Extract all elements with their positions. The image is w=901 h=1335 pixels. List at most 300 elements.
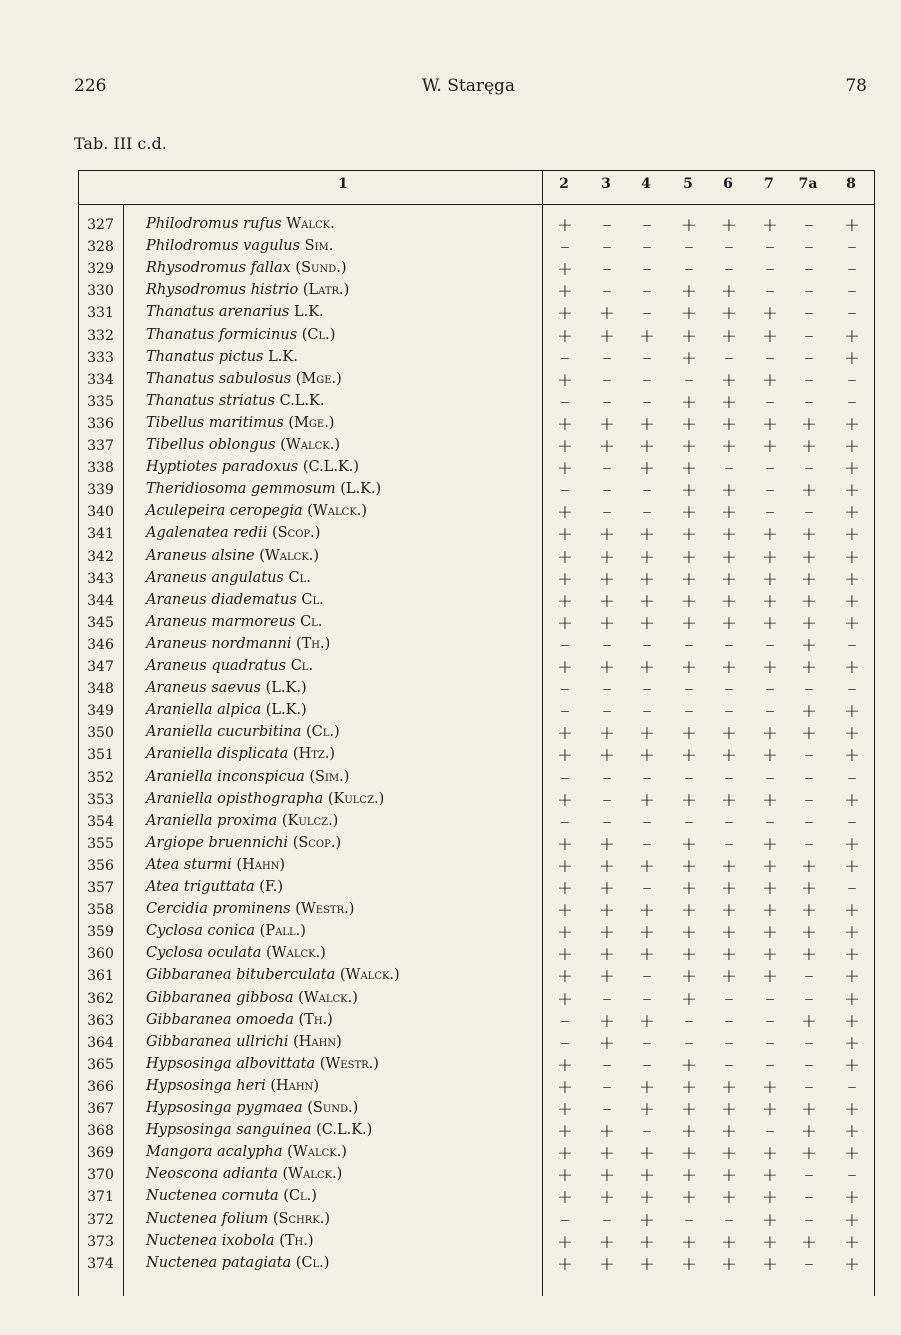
presence-mark: +: [721, 1230, 737, 1253]
table-row: [78, 391, 875, 413]
presence-mark: –: [847, 368, 857, 391]
presence-mark: +: [681, 1142, 697, 1165]
row-number: 330: [87, 283, 114, 300]
presence-mark: –: [765, 280, 775, 303]
species-cell: [146, 813, 338, 829]
table-row: [78, 214, 875, 236]
species-name: Nuctenea cornuta: [146, 1188, 279, 1205]
presence-mark: +: [639, 899, 655, 922]
species-author: (Htz.): [292, 746, 336, 763]
presence-mark: +: [762, 1230, 778, 1253]
species-cell: [146, 548, 319, 564]
row-number: 346: [87, 636, 114, 653]
presence-mark: +: [557, 589, 573, 612]
species-cell: [146, 481, 381, 497]
presence-mark: +: [557, 368, 573, 391]
presence-mark: +: [639, 722, 655, 745]
presence-mark: –: [847, 236, 857, 259]
presence-mark: –: [804, 1053, 814, 1076]
species-name: Hypsosinga heri: [146, 1077, 266, 1094]
presence-mark: –: [847, 877, 857, 899]
presence-mark: +: [844, 921, 860, 944]
row-number: 354: [87, 813, 114, 830]
species-cell: [146, 525, 320, 541]
presence-mark: –: [642, 302, 652, 325]
species-name: Atea triguttata: [146, 879, 255, 895]
presence-mark: +: [844, 1053, 860, 1076]
species-name: Araneus nordmanni: [146, 635, 292, 652]
presence-mark: –: [642, 1120, 652, 1143]
species-author: (Th.): [279, 1232, 314, 1249]
presence-mark: +: [762, 611, 778, 634]
presence-mark: –: [765, 457, 775, 480]
presence-mark: +: [599, 1230, 615, 1253]
table-row: [78, 1142, 875, 1164]
presence-mark: +: [599, 1031, 615, 1054]
presence-mark: –: [642, 832, 652, 855]
species-name: Gibbaranea bituberculata: [146, 967, 336, 984]
species-name: Thanatus arenarius: [146, 304, 290, 321]
presence-mark: –: [765, 700, 775, 723]
presence-mark: +: [557, 302, 573, 325]
species-cell: [146, 857, 285, 873]
presence-mark: –: [724, 258, 734, 281]
presence-mark: +: [557, 788, 573, 811]
presence-mark: +: [762, 1252, 778, 1275]
presence-mark: +: [721, 1142, 737, 1165]
presence-mark: +: [557, 258, 573, 281]
presence-mark: +: [599, 899, 615, 922]
presence-mark: –: [804, 1031, 814, 1054]
presence-mark: +: [557, 435, 573, 457]
table-row: [78, 325, 875, 347]
species-cell: [146, 990, 358, 1006]
presence-mark: –: [765, 390, 775, 413]
presence-mark: +: [844, 479, 860, 502]
table-row: [78, 236, 875, 258]
presence-mark: +: [844, 435, 860, 457]
presence-mark: +: [721, 788, 737, 811]
presence-mark: +: [639, 1098, 655, 1120]
presence-mark: +: [639, 854, 655, 877]
species-author: (C.L.K.): [316, 1122, 373, 1139]
species-author: (Kulcz.): [281, 812, 339, 829]
presence-mark: –: [804, 1075, 814, 1098]
presence-mark: +: [681, 1120, 697, 1143]
column-header: 8: [846, 176, 856, 192]
table-row: [78, 1054, 875, 1076]
presence-mark: –: [684, 810, 694, 833]
presence-mark: +: [639, 744, 655, 767]
presence-mark: +: [681, 1098, 697, 1120]
presence-mark: –: [642, 766, 652, 789]
row-number: 372: [87, 1211, 114, 1228]
presence-mark: –: [560, 678, 570, 701]
presence-mark: –: [642, 987, 652, 1010]
presence-mark: +: [599, 921, 615, 944]
presence-mark: +: [599, 324, 615, 347]
presence-mark: –: [724, 987, 734, 1010]
species-name: Tibellus oblongus: [146, 437, 276, 453]
species-author: (Walck.): [259, 547, 320, 564]
row-number: 333: [87, 349, 114, 366]
presence-mark: +: [801, 1009, 817, 1032]
table-row: [78, 546, 875, 568]
presence-mark: +: [721, 965, 737, 988]
species-cell: [146, 238, 333, 254]
presence-mark: +: [681, 744, 697, 767]
presence-mark: –: [765, 1053, 775, 1076]
species-cell: [146, 680, 307, 696]
table-row: [78, 435, 875, 457]
presence-mark: +: [599, 1164, 615, 1187]
species-author: (Walck.): [339, 967, 400, 984]
presence-mark: –: [602, 1208, 612, 1231]
row-number: 366: [87, 1078, 114, 1095]
presence-mark: +: [721, 523, 737, 546]
presence-mark: –: [642, 214, 652, 236]
presence-mark: +: [599, 302, 615, 325]
presence-mark: –: [804, 766, 814, 789]
presence-mark: –: [724, 832, 734, 855]
presence-mark: –: [602, 1075, 612, 1098]
presence-mark: –: [724, 766, 734, 789]
species-name: Hyptiotes paradoxus: [146, 459, 299, 476]
presence-mark: +: [599, 1252, 615, 1275]
presence-mark: +: [681, 324, 697, 347]
table-row: [78, 722, 875, 744]
species-name: Hypsosinga sanguinea: [146, 1122, 312, 1139]
presence-mark: –: [642, 633, 652, 656]
presence-mark: –: [684, 633, 694, 656]
species-author: (Kulcz.): [327, 790, 385, 807]
species-author: (Walck.): [307, 503, 368, 520]
presence-mark: –: [724, 700, 734, 723]
table-row: [78, 921, 875, 943]
row-number: 355: [87, 835, 114, 852]
presence-mark: –: [847, 302, 857, 325]
presence-mark: –: [602, 346, 612, 369]
presence-mark: +: [557, 567, 573, 590]
page-header: [0, 76, 901, 100]
table-row: [78, 568, 875, 590]
presence-mark: –: [804, 987, 814, 1010]
table-row: [78, 590, 875, 612]
species-name: Philodromus vagulus: [146, 238, 301, 255]
presence-mark: +: [599, 435, 615, 457]
presence-mark: +: [801, 854, 817, 877]
presence-mark: +: [599, 545, 615, 568]
column-header: 3: [601, 176, 611, 192]
table-row: [78, 965, 875, 987]
presence-mark: +: [681, 921, 697, 944]
presence-mark: –: [804, 280, 814, 303]
row-number: 361: [87, 968, 114, 985]
presence-mark: +: [681, 987, 697, 1010]
species-name: Nuctenea patagiata: [146, 1254, 292, 1271]
presence-mark: +: [599, 744, 615, 767]
presence-mark: +: [639, 1009, 655, 1032]
presence-mark: +: [681, 390, 697, 413]
species-author: (L.K.): [265, 702, 307, 719]
table-row: [78, 943, 875, 965]
species-cell: [146, 1034, 342, 1050]
species-cell: [146, 835, 341, 851]
table-row: [78, 302, 875, 324]
species-name: Araneus saevus: [146, 680, 261, 697]
page-number: 226: [74, 76, 107, 96]
column-header: 5: [683, 176, 693, 192]
presence-mark: –: [765, 1009, 775, 1032]
presence-mark: –: [765, 1031, 775, 1054]
presence-mark: +: [721, 744, 737, 767]
presence-mark: +: [844, 545, 860, 568]
author-name: W. Staręga: [421, 76, 516, 96]
presence-mark: +: [762, 435, 778, 457]
presence-mark: +: [801, 722, 817, 745]
presence-mark: +: [762, 1098, 778, 1120]
table-row: [78, 501, 875, 523]
presence-mark: –: [642, 700, 652, 723]
presence-mark: +: [801, 633, 817, 656]
species-cell: [146, 1188, 317, 1204]
presence-mark: +: [599, 412, 615, 435]
presence-mark: +: [762, 921, 778, 944]
table-row: [78, 612, 875, 634]
presence-mark: +: [762, 214, 778, 236]
presence-mark: +: [801, 479, 817, 502]
presence-mark: +: [762, 899, 778, 922]
species-name: Hypsosinga pygmaea: [146, 1100, 303, 1116]
presence-mark: +: [762, 324, 778, 347]
species-author: Cl.: [288, 569, 311, 586]
table-row: [78, 1098, 875, 1120]
species-cell: [146, 327, 335, 343]
presence-mark: +: [681, 788, 697, 811]
presence-mark: +: [762, 1208, 778, 1231]
row-number: 359: [87, 924, 114, 941]
species-name: Thanatus formicinus: [146, 326, 298, 343]
column-header: 6: [723, 176, 733, 192]
species-cell: [146, 592, 324, 608]
presence-mark: –: [602, 258, 612, 281]
presence-mark: +: [721, 1098, 737, 1120]
presence-mark: –: [724, 236, 734, 259]
presence-mark: +: [762, 1186, 778, 1209]
presence-mark: +: [681, 1252, 697, 1275]
presence-mark: +: [844, 501, 860, 524]
presence-mark: –: [602, 987, 612, 1010]
presence-mark: +: [639, 1075, 655, 1098]
presence-mark: –: [560, 700, 570, 723]
species-name: Neoscona adianta: [146, 1166, 278, 1183]
presence-mark: +: [639, 656, 655, 678]
presence-mark: +: [762, 1142, 778, 1165]
presence-mark: –: [684, 236, 694, 259]
species-name: Philodromus rufus: [146, 216, 282, 232]
row-number: 371: [87, 1189, 114, 1206]
species-cell: [146, 945, 326, 961]
species-cell: [146, 1233, 314, 1249]
presence-mark: –: [602, 766, 612, 789]
presence-mark: +: [801, 921, 817, 944]
species-author: (Pall.): [259, 923, 306, 940]
presence-mark: +: [557, 1164, 573, 1187]
presence-mark: +: [721, 943, 737, 966]
presence-mark: +: [721, 324, 737, 347]
species-cell: [146, 1166, 342, 1182]
species-author: (Mge.): [288, 414, 335, 431]
presence-mark: +: [639, 1186, 655, 1209]
presence-mark: +: [844, 324, 860, 347]
presence-mark: +: [801, 899, 817, 922]
presence-mark: +: [557, 832, 573, 855]
presence-mark: +: [599, 523, 615, 546]
row-number: 344: [87, 592, 114, 609]
row-number: 370: [87, 1167, 114, 1184]
species-author: (Cl.): [301, 326, 336, 343]
species-cell: [146, 879, 283, 895]
presence-mark: –: [642, 479, 652, 502]
species-author: (Latr.): [302, 282, 350, 299]
presence-mark: +: [681, 722, 697, 745]
presence-mark: –: [724, 1031, 734, 1054]
presence-mark: +: [801, 943, 817, 966]
species-name: Thanatus sabulosus: [146, 370, 292, 387]
presence-mark: +: [721, 611, 737, 634]
table-row: [78, 744, 875, 766]
row-number: 367: [87, 1101, 114, 1117]
presence-mark: –: [804, 258, 814, 281]
presence-mark: –: [602, 1098, 612, 1120]
presence-mark: –: [804, 368, 814, 391]
species-cell: [146, 1211, 330, 1227]
presence-mark: –: [602, 390, 612, 413]
presence-mark: +: [639, 412, 655, 435]
presence-mark: +: [599, 877, 615, 899]
presence-mark: –: [642, 877, 652, 899]
row-number: 339: [87, 482, 114, 499]
row-number: 327: [87, 217, 114, 233]
presence-mark: +: [557, 854, 573, 877]
row-number: 350: [87, 725, 114, 742]
presence-mark: +: [721, 280, 737, 303]
presence-mark: +: [844, 854, 860, 877]
species-name: Tibellus maritimus: [146, 414, 284, 431]
species-name: Cyclosa conica: [146, 923, 256, 940]
presence-mark: +: [801, 877, 817, 899]
presence-mark: +: [844, 744, 860, 767]
presence-mark: –: [765, 479, 775, 502]
presence-mark: –: [642, 258, 652, 281]
table-header-rule: [78, 204, 875, 205]
presence-mark: +: [681, 1164, 697, 1187]
species-name: Agalenatea redii: [146, 525, 268, 542]
presence-mark: +: [557, 943, 573, 966]
presence-mark: +: [801, 700, 817, 723]
presence-mark: –: [804, 501, 814, 524]
presence-mark: +: [721, 435, 737, 457]
presence-mark: +: [762, 832, 778, 855]
species-author: (Walck.): [280, 437, 341, 453]
species-cell: [146, 415, 334, 431]
presence-mark: +: [721, 1120, 737, 1143]
presence-mark: +: [762, 965, 778, 988]
presence-mark: +: [844, 788, 860, 811]
presence-mark: +: [844, 1120, 860, 1143]
presence-mark: +: [557, 1230, 573, 1253]
presence-mark: +: [762, 943, 778, 966]
presence-mark: +: [762, 523, 778, 546]
presence-mark: +: [557, 1252, 573, 1275]
species-author: L.K.: [268, 348, 298, 365]
presence-mark: +: [557, 457, 573, 480]
presence-mark: +: [681, 435, 697, 457]
presence-mark: –: [804, 678, 814, 701]
presence-mark: +: [721, 545, 737, 568]
species-name: Araniella displicata: [146, 746, 289, 763]
presence-mark: –: [847, 280, 857, 303]
species-cell: [146, 459, 359, 475]
presence-mark: +: [721, 1164, 737, 1187]
species-author: C.L.K.: [279, 392, 325, 409]
species-table: [78, 170, 875, 1296]
presence-mark: +: [639, 943, 655, 966]
presence-mark: +: [557, 722, 573, 745]
species-name: Araniella opisthographa: [146, 790, 324, 807]
presence-mark: +: [844, 1186, 860, 1209]
presence-mark: +: [639, 457, 655, 480]
presence-mark: +: [681, 545, 697, 568]
species-cell: [146, 967, 400, 983]
presence-mark: +: [844, 346, 860, 369]
presence-mark: +: [599, 854, 615, 877]
presence-mark: +: [557, 501, 573, 524]
species-name: Araniella inconspicua: [146, 768, 305, 785]
table-row: [78, 347, 875, 369]
row-number: 373: [87, 1233, 114, 1250]
column-header: 2: [559, 176, 569, 192]
species-name: Araneus quadratus: [146, 658, 287, 674]
species-cell: [146, 216, 335, 232]
presence-mark: +: [681, 479, 697, 502]
presence-mark: +: [721, 899, 737, 922]
row-number: 337: [87, 438, 114, 454]
presence-mark: +: [557, 214, 573, 236]
presence-mark: +: [681, 214, 697, 236]
row-number: 360: [87, 946, 114, 963]
species-author: (Cl.): [295, 1254, 330, 1271]
presence-mark: +: [801, 1230, 817, 1253]
presence-mark: +: [762, 854, 778, 877]
row-number: 345: [87, 614, 114, 631]
species-name: Thanatus striatus: [146, 392, 275, 409]
presence-mark: +: [721, 921, 737, 944]
table-top-rule: [78, 170, 875, 171]
species-author: (L.K.): [340, 481, 382, 498]
row-number: 368: [87, 1123, 114, 1140]
species-author: (Sund.): [295, 260, 347, 277]
presence-mark: –: [684, 1031, 694, 1054]
presence-mark: +: [844, 457, 860, 480]
presence-mark: +: [557, 877, 573, 899]
species-name: Gibbaranea gibbosa: [146, 989, 294, 1006]
species-cell: [146, 437, 340, 453]
presence-mark: +: [599, 1009, 615, 1032]
presence-mark: –: [560, 1208, 570, 1231]
table-row: [78, 1076, 875, 1098]
row-number: 352: [87, 769, 114, 786]
